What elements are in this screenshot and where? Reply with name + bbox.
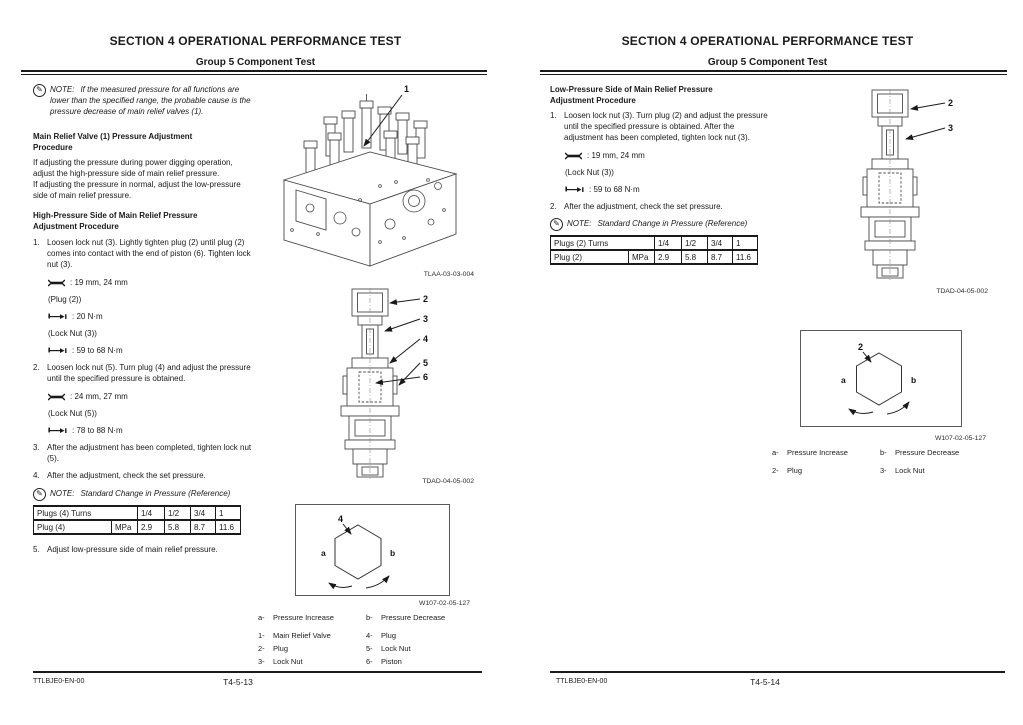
wrench-spec bbox=[48, 277, 255, 288]
legend-label: Plug bbox=[787, 466, 803, 475]
step-text: After the adjustment, check the set pressure. bbox=[47, 471, 206, 480]
group-title: Group 5 Component Test bbox=[195, 57, 316, 68]
legend-label: Lock Nut bbox=[895, 466, 925, 475]
spec-text: : 19 mm, 24 mm bbox=[587, 151, 645, 160]
torque-wrench-icon bbox=[48, 313, 67, 321]
legend-key: 5- bbox=[366, 644, 373, 653]
legend-label: Plug bbox=[273, 644, 289, 653]
figure-relief-valve-section bbox=[322, 286, 442, 486]
footer-doc-number: TTLBJE0-EN-00 bbox=[33, 678, 85, 685]
note-text: NOTE: If the measured pressure for all functions are lower than the specified range, the probable cause is the pressure decrease of main relief valves (1). bbox=[50, 85, 251, 116]
spec-text: : 59 to 68 N·m bbox=[589, 185, 640, 194]
pencil-note-icon: ✎ bbox=[550, 218, 563, 231]
group-title: Group 5 Component Test bbox=[707, 57, 828, 68]
step-2 bbox=[550, 201, 772, 212]
legend-key: 1- bbox=[258, 631, 265, 640]
spec-text: : 19 mm, 24 mm bbox=[70, 278, 128, 287]
section-title: SECTION 4 OPERATIONAL PERFORMANCE TEST bbox=[109, 34, 402, 48]
table-cell: 11.6 bbox=[216, 520, 241, 534]
table-cell: MPa bbox=[112, 520, 138, 534]
legend-label: Pressure Increase bbox=[787, 448, 848, 457]
step-number: 3. bbox=[33, 443, 40, 452]
torque-spec bbox=[565, 184, 772, 195]
legend-label: Pressure Decrease bbox=[381, 613, 446, 622]
table-cell: 3/4 bbox=[708, 236, 733, 250]
label-b: b bbox=[390, 548, 396, 558]
table-cell: 1/4 bbox=[138, 506, 165, 520]
step-1 bbox=[550, 110, 772, 143]
footer-rule bbox=[550, 671, 1005, 673]
paragraph: If adjusting the pressure in normal, adjust the low-pressure side of main relief pressure. bbox=[33, 180, 241, 200]
callout-3: 3 bbox=[948, 123, 954, 133]
legend-label: Pressure Decrease bbox=[895, 448, 960, 457]
torque-wrench-icon bbox=[48, 347, 67, 355]
hex-diagram-svg bbox=[801, 331, 959, 424]
table-cell: 1/2 bbox=[165, 506, 191, 520]
step-number: 1. bbox=[550, 111, 557, 120]
figure-legend bbox=[258, 611, 490, 668]
table-cell: 1 bbox=[216, 506, 241, 520]
spec-text: : 78 to 88 N·m bbox=[72, 426, 123, 435]
table-row bbox=[551, 250, 758, 264]
pressure-reference-table bbox=[33, 505, 241, 535]
wrench-icon bbox=[48, 393, 65, 401]
legend-row bbox=[258, 629, 490, 642]
spec-target: (Lock Nut (3)) bbox=[48, 329, 97, 338]
step-number: 2. bbox=[33, 363, 40, 372]
figure-control-valve-block bbox=[268, 82, 483, 268]
legend-label: Lock Nut bbox=[273, 657, 303, 666]
note-text: NOTE: Standard Change in Pressure (Reference) bbox=[567, 219, 748, 228]
table-cell: Plugs (2) Turns bbox=[551, 236, 655, 250]
step-number: 4. bbox=[33, 471, 40, 480]
figure-code: TLAA-03-03-004 bbox=[423, 271, 474, 278]
legend-key: 3- bbox=[880, 466, 887, 475]
legend-label: Pressure Increase bbox=[273, 613, 334, 622]
step-text: Loosen lock nut (3). Turn plug (2) and adjust the pressure until the specified pressure is obtained. After the adjustment has been completed, tighten lock nut (3). bbox=[564, 111, 768, 142]
legend-label: Plug bbox=[381, 631, 397, 640]
page-left bbox=[0, 0, 511, 725]
pressure-reference-table bbox=[550, 235, 758, 265]
wrench-spec bbox=[48, 391, 255, 402]
note-label: NOTE: bbox=[50, 489, 75, 498]
wrench-icon bbox=[48, 279, 65, 287]
callout-5: 5 bbox=[423, 358, 429, 368]
torque-wrench-icon bbox=[565, 186, 584, 194]
step-text: After the adjustment, check the set pressure. bbox=[564, 202, 723, 211]
legend-label: Lock Nut bbox=[381, 644, 411, 653]
step-1 bbox=[33, 237, 255, 270]
footer-rule bbox=[33, 671, 482, 673]
table-cell: MPa bbox=[629, 250, 655, 264]
table-cell: 3/4 bbox=[191, 506, 216, 520]
pencil-note-icon: ✎ bbox=[33, 488, 46, 501]
paragraph: If adjusting the pressure during power digging operation, adjust the high-pressure side of main relief pressure. bbox=[33, 158, 233, 178]
spec-text: : 20 N·m bbox=[72, 312, 103, 321]
step-text: Adjust low-pressure side of main relief pressure. bbox=[47, 545, 218, 554]
heading-main-relief: Main Relief Valve (1) Pressure Adjustment Procedure bbox=[33, 132, 193, 152]
torque-spec bbox=[48, 311, 255, 322]
note-label: NOTE: bbox=[50, 85, 75, 94]
legend-row bbox=[772, 446, 1004, 459]
callout-6: 6 bbox=[423, 372, 429, 382]
callout-1: 1 bbox=[404, 84, 410, 94]
spec-target: (Lock Nut (3)) bbox=[565, 168, 614, 177]
text-column bbox=[550, 84, 772, 274]
torque-wrench-icon bbox=[48, 427, 67, 435]
table-cell: 1/4 bbox=[655, 236, 682, 250]
footer-page-number: T4-5-14 bbox=[750, 677, 780, 687]
spec-target: (Lock Nut (5)) bbox=[48, 409, 97, 418]
figure-hex-turn-diagram bbox=[800, 330, 962, 427]
label-a: a bbox=[841, 375, 846, 385]
legend-row bbox=[258, 642, 490, 655]
step-number: 5. bbox=[33, 545, 40, 554]
header-rule bbox=[21, 70, 487, 75]
legend-row bbox=[258, 611, 490, 624]
callout-3: 3 bbox=[423, 314, 429, 324]
table-cell: 5.8 bbox=[165, 520, 191, 534]
footer-doc-number: TTLBJE0-EN-00 bbox=[556, 678, 608, 685]
label-b: b bbox=[911, 375, 917, 385]
step-2 bbox=[33, 362, 255, 384]
spec-text: : 24 mm, 27 mm bbox=[70, 392, 128, 401]
heading-high-pressure: High-Pressure Side of Main Relief Pressure Adjustment Procedure bbox=[33, 211, 198, 231]
note-text: NOTE: Standard Change in Pressure (Reference) bbox=[50, 489, 231, 498]
figure-code: TDAD-04-05-002 bbox=[422, 478, 474, 485]
legend-label: Main Relief Valve bbox=[273, 631, 331, 640]
wrench-icon bbox=[565, 152, 582, 160]
torque-spec bbox=[48, 345, 255, 356]
table-cell: 8.7 bbox=[708, 250, 733, 264]
legend-row bbox=[772, 464, 1004, 477]
step-5 bbox=[33, 544, 255, 555]
table-row bbox=[34, 520, 241, 534]
legend-key: a- bbox=[258, 613, 265, 622]
table-cell: 8.7 bbox=[191, 520, 216, 534]
header-rule bbox=[540, 70, 1007, 75]
table-cell: Plug (2) bbox=[551, 250, 629, 264]
wrench-spec bbox=[565, 150, 772, 161]
callout-2: 2 bbox=[423, 294, 429, 304]
table-cell: 2.9 bbox=[138, 520, 165, 534]
pencil-note-icon: ✎ bbox=[33, 84, 46, 97]
torque-spec bbox=[48, 425, 255, 436]
text-column bbox=[33, 84, 255, 562]
note-block bbox=[550, 218, 772, 231]
heading-low-pressure: Low-Pressure Side of Main Relief Pressure Adjustment Procedure bbox=[550, 85, 713, 105]
legend-key: a- bbox=[772, 448, 779, 457]
legend-key: 2- bbox=[772, 466, 779, 475]
label-a: a bbox=[321, 548, 326, 558]
note-label: NOTE: bbox=[567, 219, 592, 228]
table-row bbox=[551, 236, 758, 250]
hex-callout: 2 bbox=[858, 342, 864, 352]
step-3 bbox=[33, 442, 255, 464]
figure-legend bbox=[772, 446, 1004, 477]
table-cell: 5.8 bbox=[682, 250, 708, 264]
figure-code: TDAD-04-05-002 bbox=[936, 288, 988, 295]
figure-code: W107-02-05-127 bbox=[934, 435, 986, 442]
spec-target: (Plug (2)) bbox=[48, 295, 82, 304]
legend-key: b- bbox=[366, 613, 373, 622]
legend-key: 4- bbox=[366, 631, 373, 640]
table-cell: 1 bbox=[733, 236, 758, 250]
hex-callout: 4 bbox=[338, 514, 344, 524]
hex-diagram-svg bbox=[296, 505, 447, 593]
legend-key: 6- bbox=[366, 657, 373, 666]
callout-2: 2 bbox=[948, 98, 954, 108]
footer-page-number: T4-5-13 bbox=[223, 677, 253, 687]
table-cell: 2.9 bbox=[655, 250, 682, 264]
step-number: 2. bbox=[550, 202, 557, 211]
step-text: Loosen lock nut (3). Lightly tighten plug (2) until plug (2) comes into contact with the end of piston (6). Tighten lock nut (3). bbox=[47, 238, 251, 269]
legend-key: 2- bbox=[258, 644, 265, 653]
table-cell: Plug (4) bbox=[34, 520, 112, 534]
legend-key: 3- bbox=[258, 657, 265, 666]
legend-key: b- bbox=[880, 448, 887, 457]
spec-text: : 59 to 68 N·m bbox=[72, 346, 123, 355]
note-block bbox=[33, 488, 255, 501]
step-number: 1. bbox=[33, 238, 40, 247]
note-block bbox=[33, 84, 255, 117]
page-right bbox=[512, 0, 1023, 725]
step-4 bbox=[33, 470, 255, 481]
step-text: After the adjustment has been completed, tighten lock nut (5). bbox=[47, 443, 252, 463]
table-row bbox=[34, 506, 241, 520]
table-cell: 1/2 bbox=[682, 236, 708, 250]
table-cell: 11.6 bbox=[733, 250, 758, 264]
step-text: Loosen lock nut (5). Turn plug (4) and adjust the pressure until the specified pressure is obtained. bbox=[47, 363, 251, 383]
section-title: SECTION 4 OPERATIONAL PERFORMANCE TEST bbox=[621, 34, 914, 48]
legend-row bbox=[258, 655, 490, 668]
figure-code: W107-02-05-127 bbox=[418, 600, 470, 607]
callout-4: 4 bbox=[423, 334, 429, 344]
legend-label: Piston bbox=[381, 657, 402, 666]
figure-hex-turn-diagram bbox=[295, 504, 450, 596]
figure-relief-valve-section bbox=[844, 86, 969, 291]
table-cell: Plugs (4) Turns bbox=[34, 506, 138, 520]
